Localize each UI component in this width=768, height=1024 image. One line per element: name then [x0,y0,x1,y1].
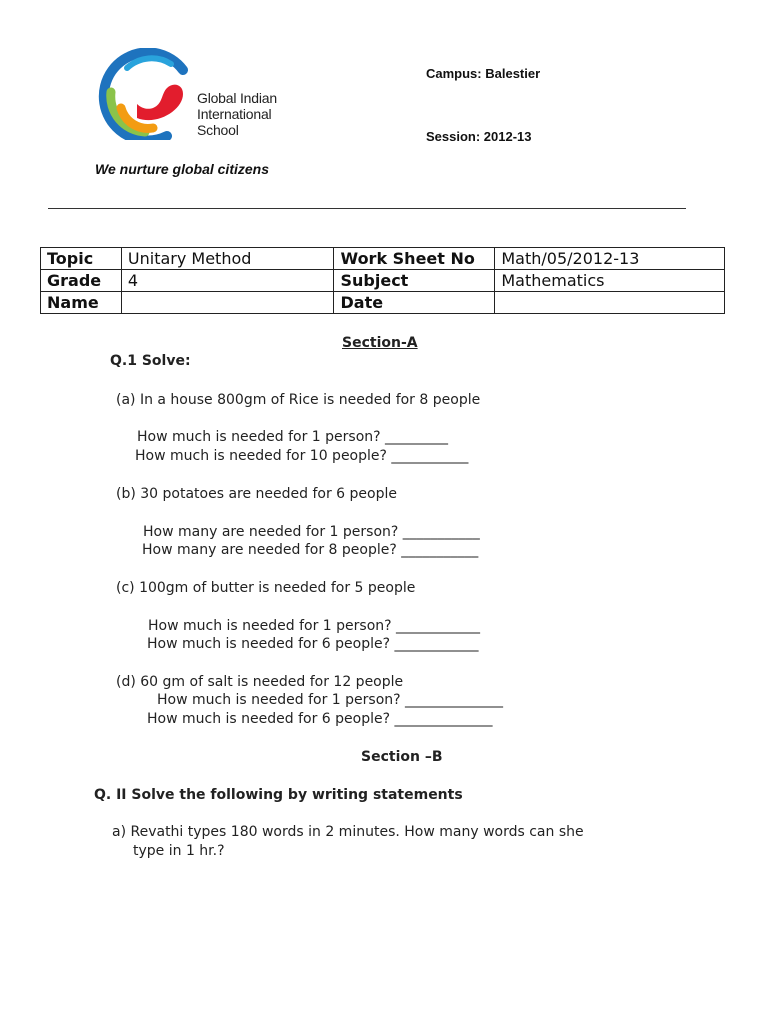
question-b-part-2: How many are needed for 8 people? ___________ [142,542,479,558]
section-a-title: Section-A [342,335,418,351]
subject-value: Mathematics [495,270,725,292]
question-a-part-1: How much is needed for 1 person? _________ [137,429,449,445]
school-name [197,90,277,138]
session-label: Session: 2012-13 [426,129,532,144]
grade-label: Grade [41,270,122,292]
question-b-text: (b) 30 potatoes are needed for 6 people [116,486,397,502]
school-name-line-3: School [197,122,239,138]
name-label: Name [41,292,122,314]
worksheet-no-label: Work Sheet No [334,248,495,270]
worksheet-no-value: Math/05/2012-13 [495,248,725,270]
question-b-a-line-1: a) Revathi types 180 words in 2 minutes. How many words can she [112,824,584,840]
question-b-part-1: How many are needed for 1 person? ___________ [143,524,480,540]
campus-label: Campus: Balestier [426,66,541,81]
grade-value: 4 [121,270,334,292]
table-row [41,292,725,314]
question-c-text: (c) 100gm of butter is needed for 5 people [116,580,416,596]
question-c-part-2: How much is needed for 6 people? ____________ [147,636,479,652]
school-name-line-2: International [197,106,272,122]
worksheet-info-table [40,247,725,314]
logo-sky-arc [127,58,171,68]
question-d-text: (d) 60 gm of salt is needed for 12 people [116,674,404,690]
question-d-part-1: How much is needed for 1 person? ______________ [157,692,504,708]
question-d-part-2: How much is needed for 6 people? ______________ [147,711,493,727]
subject-label: Subject [334,270,495,292]
table-row [41,270,725,292]
section-b-title: Section –B [361,749,443,765]
question-a-text: (a) In a house 800gm of Rice is needed for 8 people [116,392,481,408]
question-b-a-line-2: type in 1 hr.? [133,843,225,859]
topic-value: Unitary Method [121,248,334,270]
date-field[interactable] [495,292,725,314]
topic-label: Topic [41,248,122,270]
tagline: We nurture global citizens [95,161,269,177]
date-label: Date [334,292,495,314]
school-name-line-1: Global Indian [197,90,277,106]
logo-red-swirl [137,85,183,121]
header-divider [48,208,686,209]
question-c-part-1: How much is needed for 1 person? ____________ [148,618,481,634]
q2-label: Q. II Solve the following by writing statements [94,787,463,803]
name-field[interactable] [121,292,334,314]
question-a-part-2: How much is needed for 10 people? ___________ [135,448,469,464]
table-row [41,248,725,270]
q1-label: Q.1 Solve: [110,353,191,369]
school-logo [97,48,197,140]
